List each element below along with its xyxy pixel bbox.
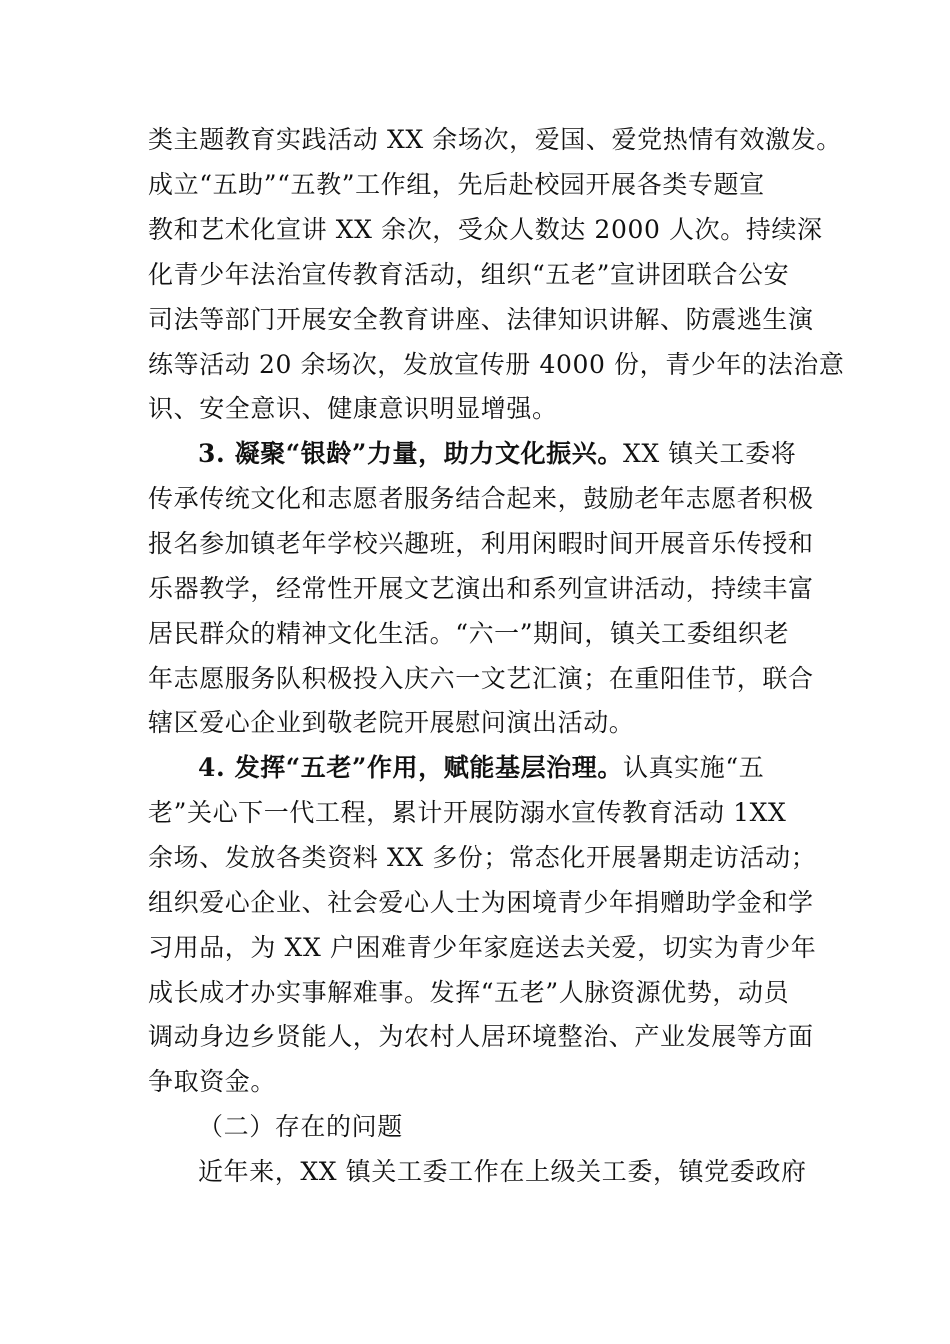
body-text-line: 类主题教育实践活动 XX 余场次，爱国、爱党热情有效激发。: [148, 125, 842, 154]
body-text-line: 乐器教学，经常性开展文艺演出和系列宣讲活动，持续丰富: [148, 574, 814, 603]
section-3-heading: 3. 凝聚“银龄”力量，助力文化振兴。: [198, 439, 623, 468]
body-text-line: 老”关心下一代工程，累计开展防溺水宣传教育活动 1XX: [148, 798, 787, 827]
body-text-line: 传承传统文化和志愿者服务结合起来，鼓励老年志愿者积极: [148, 484, 814, 513]
body-text-line: 报名参加镇老年学校兴趣班，利用闲暇时间开展音乐传授和: [148, 529, 814, 558]
body-text-line: 司法等部门开展安全教育讲座、法律知识讲解、防震逃生演: [148, 305, 814, 334]
body-text-line: 调动身边乡贤能人，为农村人居环境整治、产业发展等方面: [148, 1022, 814, 1051]
body-text-line: 近年来，XX 镇关工委工作在上级关工委，镇党委政府: [198, 1157, 807, 1186]
section-3-first-line: [198, 432, 818, 476]
body-text: 认真实施“五: [622, 753, 765, 782]
body-text-line: 练等活动 20 余场次，发放宣传册 4000 份，青少年的法治意: [148, 350, 845, 379]
body-text-line: 争取资金。: [148, 1067, 277, 1096]
subsection-heading: （二）存在的问题: [198, 1112, 403, 1141]
body-text-line: 教和艺术化宣讲 XX 余次，受众人数达 2000 人次。持续深: [148, 215, 823, 244]
body-text-line: 年志愿服务队积极投入庆六一文艺汇演；在重阳佳节，联合: [148, 664, 814, 693]
body-text-line: 居民群众的精神文化生活。“六一”期间，镇关工委组织老: [148, 619, 790, 648]
body-text: XX 镇关工委将: [622, 439, 797, 468]
body-text-line: 识、安全意识、健康意识明显增强。: [148, 394, 558, 423]
body-text-line: 辖区爱心企业到敬老院开展慰问演出活动。: [148, 708, 635, 737]
body-text-line: 成长成才办实事解难事。发挥“五老”人脉资源优势，动员: [148, 978, 790, 1007]
body-text-line: 余场、发放各类资料 XX 多份；常态化开展暑期走访活动；: [148, 843, 817, 872]
body-text-line: 化青少年法治宣传教育活动，组织“五老”宣讲团联合公安: [148, 260, 790, 289]
section-4-first-line: [198, 746, 818, 790]
body-text-line: 组织爱心企业、社会爱心人士为困境青少年捐赠助学金和学: [148, 888, 814, 917]
body-text-line: 习用品，为 XX 户困难青少年家庭送去关爱，切实为青少年: [148, 933, 817, 962]
body-text-line: 成立“五助”“五教”工作组，先后赴校园开展各类专题宣: [148, 170, 765, 199]
section-4-heading: 4. 发挥“五老”作用，赋能基层治理。: [198, 753, 623, 782]
